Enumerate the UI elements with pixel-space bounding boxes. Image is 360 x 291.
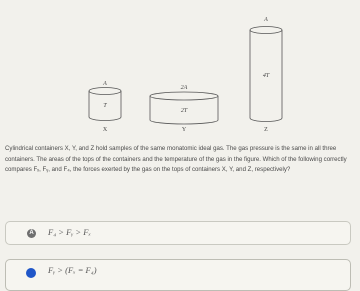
container-z-area-label: A: [264, 17, 268, 23]
container-y-area-label: 2A: [180, 85, 188, 91]
choice-a-text: F₄ > Fᵧ > Fₓ: [48, 227, 91, 237]
container-x: [89, 81, 121, 133]
containers-figure: [0, 0, 360, 140]
container-z-temperature-label: 4T: [262, 73, 270, 79]
container-y-temperature-label: 2T: [180, 108, 188, 114]
container-y-name: Y: [181, 127, 187, 133]
container-z-name: Z: [264, 127, 268, 133]
choice-b-selected-indicator: [26, 268, 36, 278]
container-y: [150, 85, 218, 133]
container-x-temperature-label: T: [103, 103, 107, 109]
answer-choice-a[interactable]: [5, 221, 351, 245]
container-z: [250, 17, 282, 133]
container-x-name: X: [102, 127, 108, 133]
container-x-area-label: A: [103, 81, 107, 87]
answer-choice-b[interactable]: [5, 259, 351, 291]
choice-a-letter-badge: A: [27, 229, 36, 238]
choice-b-text: Fᵧ > (Fₓ = F₄): [48, 265, 97, 275]
question-text: Cylindrical containers X, Y, and Z hold samples of the same monatomic ideal gas. The gas pressure is the same in all three containers. The areas of the tops of the containers and the temperature of the gas in the figure. Which of the following correctly compares Fₓ, Fᵧ, and F₄, the forces exerted by the gas on the tops of containers X, Y, and Z, respectively?: [5, 145, 347, 174]
